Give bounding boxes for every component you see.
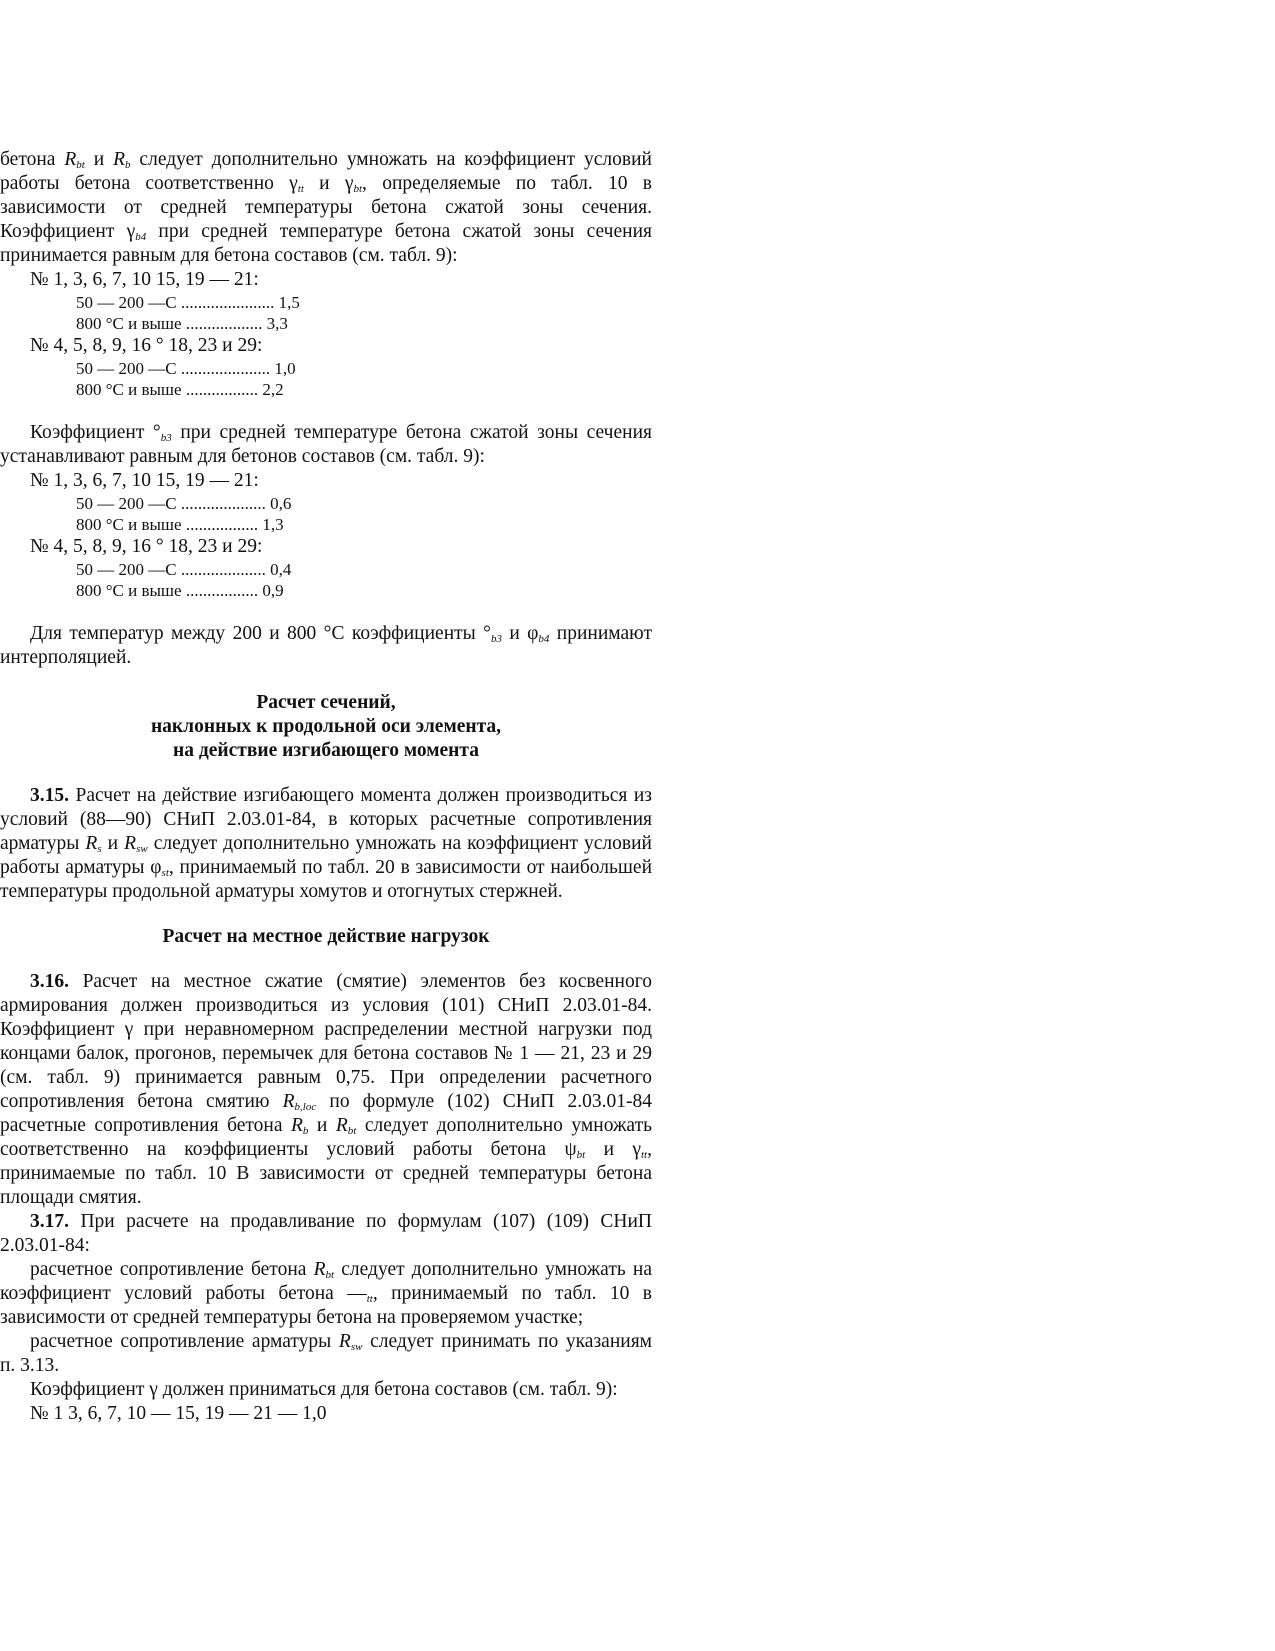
subscript: bt bbox=[347, 1125, 357, 1137]
text: бетона bbox=[0, 149, 65, 170]
text: и bbox=[308, 1115, 336, 1136]
list-item: 50 — 200 —С .................... 0,4 bbox=[76, 560, 292, 579]
subscript: bt bbox=[353, 183, 363, 195]
list-item: 800 °С и выше ................. 1,3 bbox=[76, 515, 284, 534]
text: Расчет на местное сжатие (смятие) элементов без косвенного армирования должен производиться из условия (101) СНиП 2.03.01-84. Коэффициент γ при неравномерном распределении местной нагрузки под концами балок, прогонов, перемычек для бетона составов № 1 — 21, 23 и 29 (см. табл. 9) принимается равным 0,75. При определении расчетного сопротивления бетона смятию bbox=[0, 971, 652, 1112]
text: и γ bbox=[303, 173, 354, 194]
subscript: s bbox=[97, 843, 102, 855]
text: Для температур между 200 и 800 °С коэффициенты ° bbox=[30, 623, 491, 644]
list-item: 800 °С и выше ................. 2,2 bbox=[76, 380, 284, 399]
heading-line: на действие изгибающего момента bbox=[173, 740, 479, 761]
text: при средней температуре бетона сжатой зоны сечения принимается равным для бетона составов (см. табл. 9): bbox=[0, 221, 652, 266]
symbol: R bbox=[85, 833, 98, 854]
text: и bbox=[84, 149, 114, 170]
paragraph-3-15 bbox=[0, 784, 652, 904]
symbol: R bbox=[64, 149, 77, 170]
subscript: b bbox=[125, 159, 131, 171]
subscript: st bbox=[161, 867, 169, 879]
subscript: bt bbox=[76, 159, 85, 171]
subscript: b,loc bbox=[294, 1101, 317, 1113]
text: следует дополнительно умножать соответственно на коэффициенты условий работы бетона ψ bbox=[0, 1115, 652, 1160]
text: следует принимать по указаниям п. 3.13. bbox=[0, 1331, 653, 1376]
subscript: tt bbox=[297, 183, 304, 195]
section-heading-inclined-sections bbox=[0, 691, 652, 763]
list-item: 800 °С и выше .................. 3,3 bbox=[76, 314, 288, 333]
text: , принимаемый по табл. 10 в зависимости от средней температуры бетона на проверяемом участке; bbox=[0, 1283, 652, 1328]
symbol: R bbox=[338, 1331, 351, 1352]
text: принимают интерполяцией. bbox=[0, 623, 652, 668]
clause-number: 3.16. bbox=[30, 971, 69, 992]
text: при средней температуре бетона сжатой зоны сечения устанавливают равным для бетонов составов (см. табл. 9): bbox=[0, 422, 652, 467]
text: по формуле (102) СНиП 2.03.01-84 расчетные сопротивления бетона bbox=[0, 1091, 652, 1136]
clause-number: 3.15. bbox=[30, 785, 69, 806]
subscript: bt bbox=[576, 1149, 586, 1161]
text: При расчете на продавливание по формулам (107) (109) СНиП 2.03.01-84: bbox=[0, 1211, 652, 1256]
list-heading: № 4, 5, 8, 9, 16 ° 18, 23 и 29: bbox=[30, 536, 263, 557]
paragraph-composition-list: № 1 3, 6, 7, 10 — 15, 19 — 21 — 1,0 bbox=[30, 1403, 327, 1424]
text: следует дополнительно умножать на коэффициент условий работы бетона — bbox=[0, 1259, 652, 1304]
symbol: R bbox=[282, 1091, 295, 1112]
text: и γ bbox=[585, 1139, 641, 1160]
subscript: b4 bbox=[135, 231, 147, 243]
list-heading: № 1, 3, 6, 7, 10 15, 19 — 21: bbox=[30, 470, 259, 491]
list-item: 800 °С и выше ................. 0,9 bbox=[76, 581, 284, 600]
subscript: tt bbox=[366, 1293, 373, 1305]
subscript: sw bbox=[350, 1341, 363, 1353]
list-item: 50 — 200 —С .................... 0,6 bbox=[76, 494, 292, 513]
paragraph-coefficient-b3 bbox=[0, 421, 652, 469]
document-page bbox=[0, 148, 652, 1426]
symbol: R bbox=[124, 833, 137, 854]
paragraph-concrete-coefficients bbox=[0, 148, 652, 268]
subscript: b3 bbox=[160, 432, 172, 444]
subscript: tt bbox=[641, 1149, 648, 1161]
paragraph-sw-resistance bbox=[0, 1330, 652, 1378]
text: Коэффициент ° bbox=[30, 422, 161, 443]
paragraph-bt-resistance bbox=[0, 1258, 652, 1330]
heading-line: Расчет сечений, bbox=[256, 692, 396, 713]
text: и φ bbox=[501, 623, 539, 644]
text: следует дополнительно умножать на коэффициент условий работы арматуры φ bbox=[0, 833, 652, 878]
text: , принимаемые по табл. 10 В зависимости от средней температуры бетона площади смятия. bbox=[0, 1139, 652, 1208]
list-heading: № 1, 3, 6, 7, 10 15, 19 — 21: bbox=[30, 269, 259, 290]
paragraph-gamma-coefficient: Коэффициент γ должен приниматься для бетона составов (см. табл. 9): bbox=[30, 1379, 618, 1400]
text: , определяемые по табл. 10 в зависимости от средней температуры бетона сжатой зоны сечения. Коэффициент γ bbox=[0, 173, 652, 242]
text: расчетное сопротивление арматуры bbox=[30, 1331, 339, 1352]
list-heading: № 4, 5, 8, 9, 16 ° 18, 23 и 29: bbox=[30, 335, 263, 356]
list-item: 50 — 200 —С ...................... 1,5 bbox=[76, 293, 300, 312]
symbol: R bbox=[291, 1115, 303, 1136]
subscript: b3 bbox=[490, 633, 502, 645]
text: следует дополнительно умножать на коэффициент условий работы бетона соответственно γ bbox=[0, 149, 652, 194]
symbol: R bbox=[335, 1115, 348, 1136]
list-item: 50 — 200 —С ..................... 1,0 bbox=[76, 359, 296, 378]
coefficient-list-1 bbox=[0, 268, 652, 400]
paragraph-3-16 bbox=[0, 970, 652, 1210]
text: Расчет на действие изгибающего момента должен производиться из условий (88—90) СНиП 2.03.01-84, в которых расчетные сопротивления арматуры bbox=[0, 785, 652, 854]
coefficient-list-2 bbox=[0, 469, 652, 601]
paragraph-interpolation bbox=[0, 622, 652, 670]
symbol: R bbox=[313, 1259, 326, 1280]
section-heading-local-loads: Расчет на местное действие нагрузок bbox=[162, 926, 490, 947]
text: расчетное сопротивление бетона bbox=[30, 1259, 314, 1280]
clause-number: 3.17. bbox=[30, 1211, 69, 1232]
subscript: b4 bbox=[538, 633, 550, 645]
subscript: sw bbox=[136, 843, 148, 855]
text: и bbox=[101, 833, 125, 854]
subscript: b bbox=[302, 1125, 309, 1137]
subscript: bt bbox=[325, 1269, 335, 1281]
heading-line: наклонных к продольной оси элемента, bbox=[150, 716, 502, 737]
symbol: R bbox=[113, 149, 126, 170]
text: , принимаемый по табл. 20 в зависимости от наибольшей температуры продольной арматуры хомутов и отогнутых стержней. bbox=[0, 857, 653, 902]
paragraph-3-17 bbox=[0, 1210, 652, 1258]
